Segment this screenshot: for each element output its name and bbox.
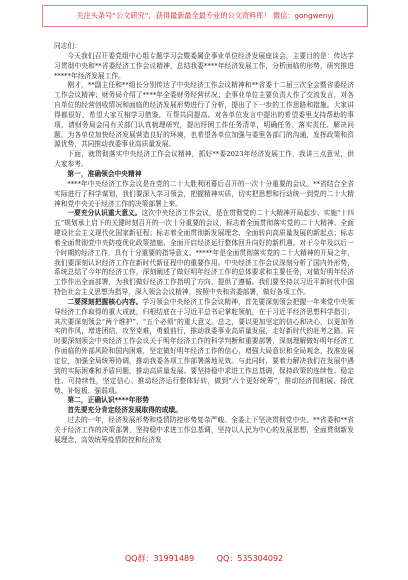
paragraph-core-content xyxy=(54,298,354,396)
qq-group-text: QQ群：31991489 xyxy=(124,554,195,563)
core-content-text: 学习领会中央经济工作会议精神，首先要深刻领会把握一年来党中央领导经济工作取得的重大成就，归根结底在于习近平总书记掌舵领航，在于习近平经济思想科学指引；其次要深刻领会“两个维护”、“五个必须”的重大意义。总之，要以更加坚定的信心和决心，以更加务实的作风，增进团结，攻坚克难，勇毅前行，推动我委事业高质量发展，走好新时代的赶考之路。同时要深刻领会中央经济工作会议关于明年经济工作的科学判断和重要部署，深刻理解做好明年经济工作面临的外部风险和国内困难，坚定做好明年经济工作的信心，增强大局意识和全局观念，找准发展定位，加强全局统筹协调，推动我委各项工作部署落地见效。与此同时，要着力解决我们在发展中遇到的实际困难和矛盾问题，推动高质量发展。要坚持稳中求进工作总基调，保持政策的连续性、稳定性、可持续性，坚定信心、推动经济运行整体好转，做到“六个更好统筹”，推动经济园相展、扬优势、补短板、强弱项。 xyxy=(54,297,354,395)
section-heading-1: 第一，准确领会中央精神 xyxy=(67,169,142,178)
paragraph-achievements: 过去的一年，经济发展形势和疫情防控形势复杂严峻。全委上下坚决贯彻党中央、**省委和**省关于经济工作的决策部署，坚持稳中求进工作总基调，坚持以人民为中心的发展思想，全面贯彻新发展理念，高效统筹疫情防控和经济发 xyxy=(54,416,354,444)
paragraph-significance xyxy=(54,209,354,298)
paragraph-outline: 下面，就贯彻落实中央经济工作会议精神，抓好**委2023年经济发展工作，我讲三点意见，供大家参考。 xyxy=(54,150,354,169)
qq-number-text: QQ：535304092 xyxy=(216,554,284,563)
subheading-achievements: 首先要充分肯定经济发展取得的成绩。 xyxy=(67,406,182,415)
contact-footer xyxy=(0,549,408,569)
subheading-significance: 一要充分认识重大意义。 xyxy=(67,209,142,218)
subheading-core-content: 二要深刻把握核心内容。 xyxy=(67,297,143,306)
salutation: 同志们： xyxy=(54,42,81,50)
paragraph-intro: 今天我们召开委党组中心组专题学习会暨委属企事业单位经济发展座谈会，主要目的是：传达学习贯彻中央和**省委经济工作会议精神，总结我委****年经济发展工作，分析面临的形势，研究推进*****年经济发展工作。 xyxy=(54,51,354,80)
section-heading-2: 第二，正确认识****年形势 xyxy=(67,396,149,405)
significance-text: 这次中央经济工作会议，是在贯彻党的二十大精神开局起步、实施“十四五”规划承上启下的关键时刻召开的一次十分重要的会议，标志着全面贯彻落实党的二十大精神、全面建设社会主义现代化国家新征程；标志着全面贯彻新发展理念、全面转向高质量发展的新起点；标志着全面贯彻党中央防疫优化政策措施、全面开启经济运行整体回升向好的新机遇。对于今年及以后一个时期的经济工作，具有十分重要的指导意义。*****年是全面贯彻落实党的二十大精神的开局之年，我们要深刻认识经济工作在新时代新征程中的重要作用。中央经济工作会议深刻分析了国内外形势，系统总结了今年的经济工作，深刻阐述了做好明年经济工作的总体要求和主要任务，对做好明年经济工作作出全面部署，为我们做好经济工作指明了方向、提供了遵循。我们要坚持以习近平新时代中国特色社会主义思想为指导，深入领会会议精神，按照中央和省委部署，做好各项工作。 xyxy=(54,209,354,297)
document-body xyxy=(54,42,354,446)
paragraph-conference: ****年中央经济工作会议是在党的二十大胜利闭幕后召开的一次十分重要的会议。**省结合全省实际进行了科学谋划，我们要深入学习领会，把握精神实质，切实把思想和行动统一到党的二十大精神和党中央关于经济工作的决策部署上来。 xyxy=(54,179,354,208)
promo-banner: 关注头条号“公文研究”，获得最新最全最专业的公文资料库！ 微信：gongwenyj xyxy=(42,5,368,27)
paragraph-review: 刚才，**副主任和**组长分别传达了中央经济工作会议精神和**省委十二届三次全会暨省委经济工作会议精神；财务局介绍了****年全委财务经营状况；企事业单位主要负责人作了交流发言，对各自单位的经营创收情况和面临的经济发展形势进行了分析，提出了下一步的工作思路和措施。大家讲得都很好，希望大家互相学习借鉴，互帮共同提高。对各单位发言中提出的希望委里支持帮助的事项，请财务局会同有关部门认真梳理研究，提出纾困工作任务清单，明确任务、落实责任、解决问题，为各单位加快经济发展营造良好的环境，也希望各单位加强与委里各部门的沟通，发挥政策和资源优势，共同推动我委事业高质量发展。 xyxy=(54,81,354,149)
